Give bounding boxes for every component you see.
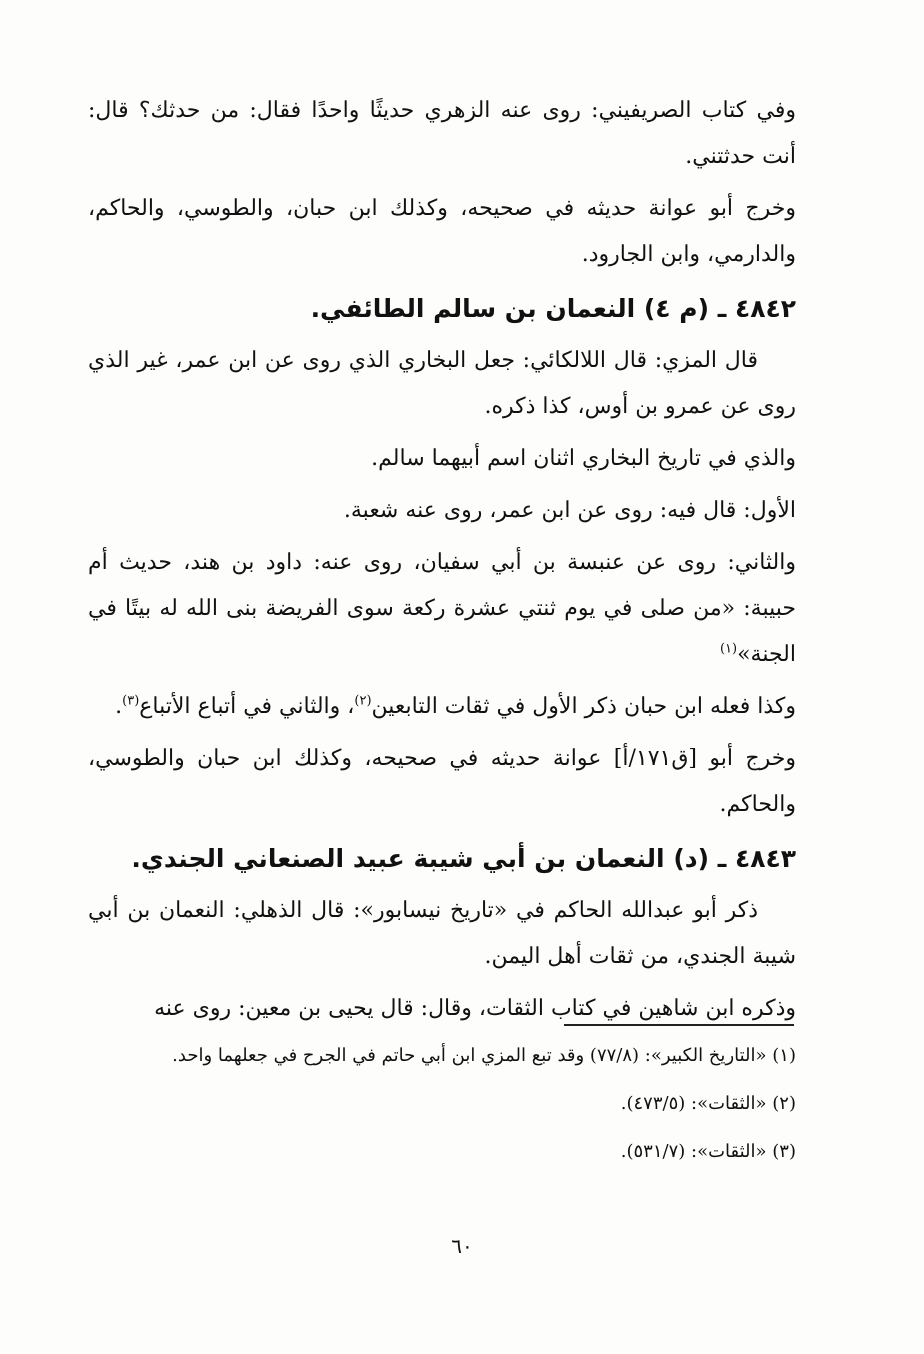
entry-heading-4842: ٤٨٤٢ ـ (م ٤) النعمان بن سالم الطائفي.: [310, 294, 796, 323]
page-number: ٦٠: [451, 1234, 473, 1258]
paragraph: [88, 684, 796, 730]
footnote: (٣) «الثقات»: (٥٣١/٧).: [620, 1141, 796, 1162]
paragraph: قال المزي: قال اللالكائي: جعل البخاري الذي روى عن ابن عمر، غير الذي روى عن عمرو بن أوس، كذا ذكره.: [88, 348, 796, 419]
paragraph-text: .: [115, 694, 123, 719]
footnote-ref: (٣): [122, 693, 140, 709]
paragraph: وفي كتاب الصريفيني: روى عنه الزهري حديثًا واحدًا فقال: من حدثك؟ قال: أنت حدثتني.: [88, 98, 796, 169]
paragraph-text: وكذا فعله ابن حبان ذكر الأول في ثقات التابعين: [371, 694, 796, 719]
footnotes: [88, 1034, 796, 1178]
footnote-divider: [564, 1024, 794, 1026]
footnote-ref: (١): [719, 641, 738, 657]
main-text: [88, 88, 796, 1038]
paragraph: ذكر أبو عبدالله الحاكم في «تاريخ نيسابور»: قال الذهلي: النعمان بن أبي شيبة الجندي، من ثقات أهل اليمن.: [88, 898, 796, 969]
footnote: (١) «التاريخ الكبير»: (٧٧/٨) وقد تبع المزي ابن أبي حاتم في الجرح في جعلهما واحد.: [172, 1045, 796, 1066]
paragraph: والذي في تاريخ البخاري اثنان اسم أبيهما سالم.: [371, 446, 796, 471]
paragraph: وخرج أبو [ق١٧١/أ] عوانة حديثه في صحيحه، وكذلك ابن حبان والطوسي، والحاكم.: [88, 746, 796, 817]
entry-heading-4843: ٤٨٤٣ ـ (د) النعمان بن أبي شيبة عبيد الصنعاني الجندي.: [131, 844, 796, 873]
paragraph: الأول: قال فيه: روى عن ابن عمر، روى عنه شعبة.: [343, 498, 796, 523]
paragraph: وخرج أبو عوانة حديثه في صحيحه، وكذلك ابن حبان، والطوسي، والحاكم، والدارمي، وابن الجارود.: [88, 196, 796, 267]
footnote-ref: (٢): [354, 693, 372, 709]
paragraph-text: ، والثاني في أتباع الأتباع: [139, 694, 355, 719]
paragraph: [88, 540, 796, 678]
paragraph-text: والثاني: روى عن عنبسة بن أبي سفيان، روى عنه: داود بن هند، حديث أم حبيبة: «من صلى في يوم ثنتي عشرة ركعة سوى الفريضة بنى الله له بيتًا في الجنة»: [88, 550, 796, 667]
footnote: (٢) «الثقات»: (٤٧٣/٥).: [620, 1093, 796, 1114]
paragraph: وذكره ابن شاهين في كتاب الثقات، وقال: قال يحيى بن معين: روى عنه: [154, 996, 796, 1021]
